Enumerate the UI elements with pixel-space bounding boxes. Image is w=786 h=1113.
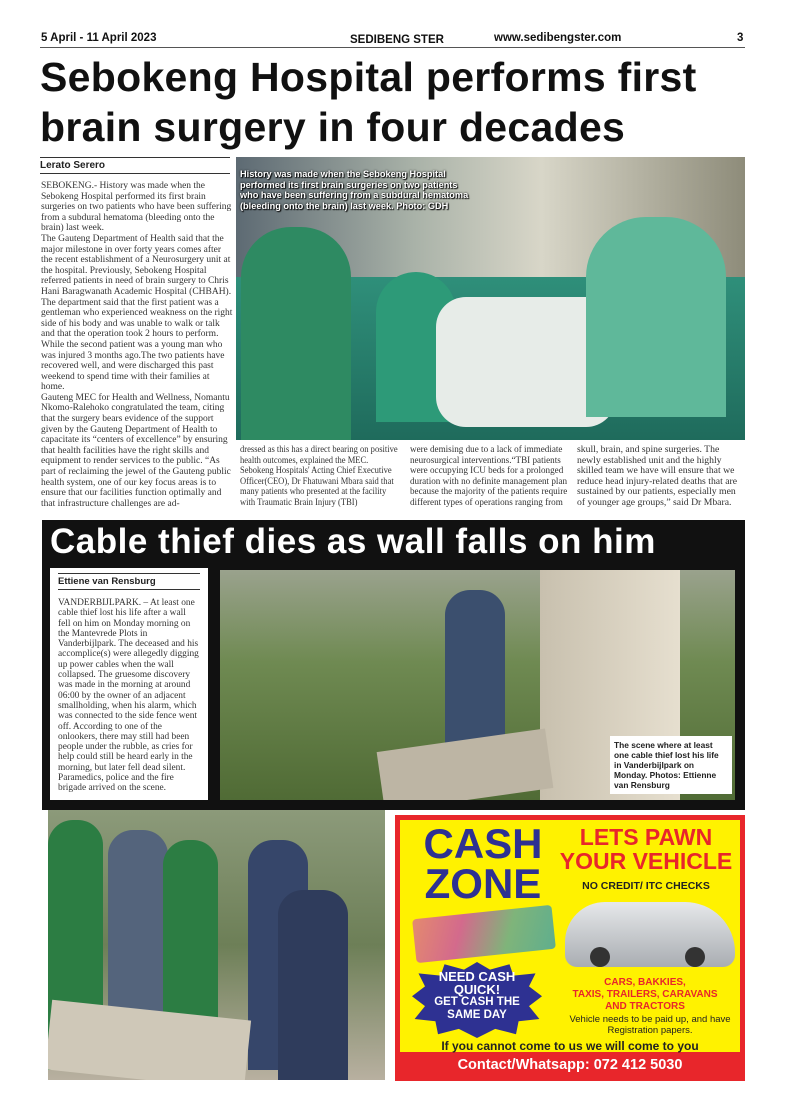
article-headline: Sebokeng Hospital performs first brain surgery in four decades (40, 54, 697, 150)
photo-caption-box (610, 736, 732, 794)
tagline: If you cannot come to us we will come to you (441, 1039, 699, 1053)
story-text-panel (50, 568, 208, 800)
paragraph: The department said that the first patient was a gentleman who experienced weakness on the right side of his body and was unable to walk or talk and that the operation took 2 hours to perform. While the second patient was a young man who was injured 3 months ago.The two patients have recovered well, and were discharged this past weekend to spend time with their families at home. (41, 296, 233, 393)
vehicle-line: CARS, BAKKIES, (604, 977, 686, 988)
page-number: 3 (737, 32, 744, 44)
byline: Lerato Serero (40, 157, 230, 174)
burst-text: SAME DAY (447, 1009, 507, 1021)
photo-caption: History was made when the Sebokeng Hospital performed its first brain surgeries on two patients who have been suffering from a subdural hematoma (bleeding onto the brain) last week. Photo: GDH (240, 169, 469, 211)
paragraph: SEBOKENG.- History was made when the Sebokeng Hospital performed its first brain surgeries on two patients who have been suffering from a subdural hematoma (bleeding onto the brain) last week. (41, 180, 232, 234)
brand-logo (418, 820, 548, 907)
burst-text: GET CASH THE (434, 996, 520, 1008)
cash-zone-advert (395, 815, 745, 1081)
headline-line: YOUR VEHICLE (559, 848, 733, 874)
vehicle-line: AND TRACTORS (605, 1001, 685, 1012)
brand-line: CASH (423, 820, 543, 867)
article-column-1 (41, 181, 233, 509)
headline-line: LETS PAWN (579, 824, 713, 850)
website: www.sedibengster.com (494, 32, 622, 44)
banknotes-image (412, 905, 556, 963)
issue-date: 5 April - 11 April 2023 (41, 32, 157, 44)
surgery-photo (236, 157, 745, 440)
no-credit-checks: NO CREDIT/ ITC CHECKS (582, 880, 710, 892)
article-column-2: dressed as this has a direct bearing on positive health outcomes, explained the MEC. Sebokeng Hospitals' Acting Chief Executive Officer(CEO), Dr Fhatuwani Mbara said that many patients who presented at the facility with Traumatic Brain Injury (TBI) (240, 444, 398, 508)
advert-body (400, 820, 740, 1052)
story-body: VANDERBIJLPARK. – At least one cable thief lost his life after a wall fell on him on Monday morning on the Mantevrede Plots in Vanderbijlpark. The deceased and his accomplice(s) were allegedly digging up power cables when the wall collapsed. The gruesome discovery was made in the morning at around 06:00 by the owner of an adjacent smallholding, when his alarm, which was connected to the side fence went off. According to one of the onlookers, there may still had been people under the rubble, as cries for help could still be heard early in the morning, but later fell dead silent. Paramedics, police and the fire brigade arrived on the scene. (58, 598, 199, 794)
byline: Ettiene van Rensburg (58, 573, 200, 590)
burst-text: NEED CASH (438, 969, 516, 984)
paragraph: Gauteng MEC for Health and Wellness, Nomantu Nkomo-Ralehoko congratulated the team, citing that the surgery bears evidence of the support given by the Gauteng Department of Health to capacitate its “centers of excellence” by ensuring that health facilities have the right skills and equipment to render services to the public. “As part of reclaiming the jewel of the Gauteng public health system, one of our key focus areas is to ensure that our facilities function optimally and that infrastructure challenges are ad- (41, 391, 231, 509)
pawn-headline (552, 825, 740, 873)
car-image (565, 902, 735, 967)
cash-quick-burst (412, 970, 542, 1022)
story-headline: Cable thief dies as wall falls on him (50, 522, 656, 561)
article-column-4: skull, brain, and spine surgeries. The newly established unit and the highly skilled team we have will ensure that we reduce head injury-related deaths that are sustained by our patients, especially men of younger age groups,” said Dr Mbara. (577, 444, 738, 508)
paragraph: The Gauteng Department of Health said that the major milestone in over forty years comes after the recent establishment of a Neurosurgery unit at the hospital. Previously, Sebokeng Hospital referred patients in need of brain surgery to Chris Hani Baragwanath Academic Hospital (CHBAH). (41, 232, 232, 297)
collapsed-wall-photo (220, 570, 735, 800)
paramedics-police-photo (48, 810, 385, 1080)
header-rule (40, 47, 745, 48)
article-column-3: were demising due to a lack of immediate neurosurgical interventions.“TBI patients were occupying ICU beds for a prolonged duration with no definite management plan because the majority of the patients require different types of operations ranging from (410, 444, 568, 508)
photo-caption: The scene where at least one cable thief lost his life in Vanderbijlpark on Monday. Photos: Ettienne van Rensburg (614, 740, 719, 790)
vehicle-types (550, 977, 740, 1013)
vehicle-terms: Vehicle needs to be paid up, and have Registration papers. (569, 1014, 731, 1036)
brand-line: ZONE (424, 860, 542, 907)
vehicle-line: TAXIS, TRAILERS, CARAVANS (572, 989, 718, 1000)
paper-name: SEDIBENG STER (350, 34, 444, 46)
contact-number[interactable]: Contact/Whatsapp: 072 412 5030 (457, 1057, 683, 1073)
burst-text: QUICK! (453, 982, 501, 997)
